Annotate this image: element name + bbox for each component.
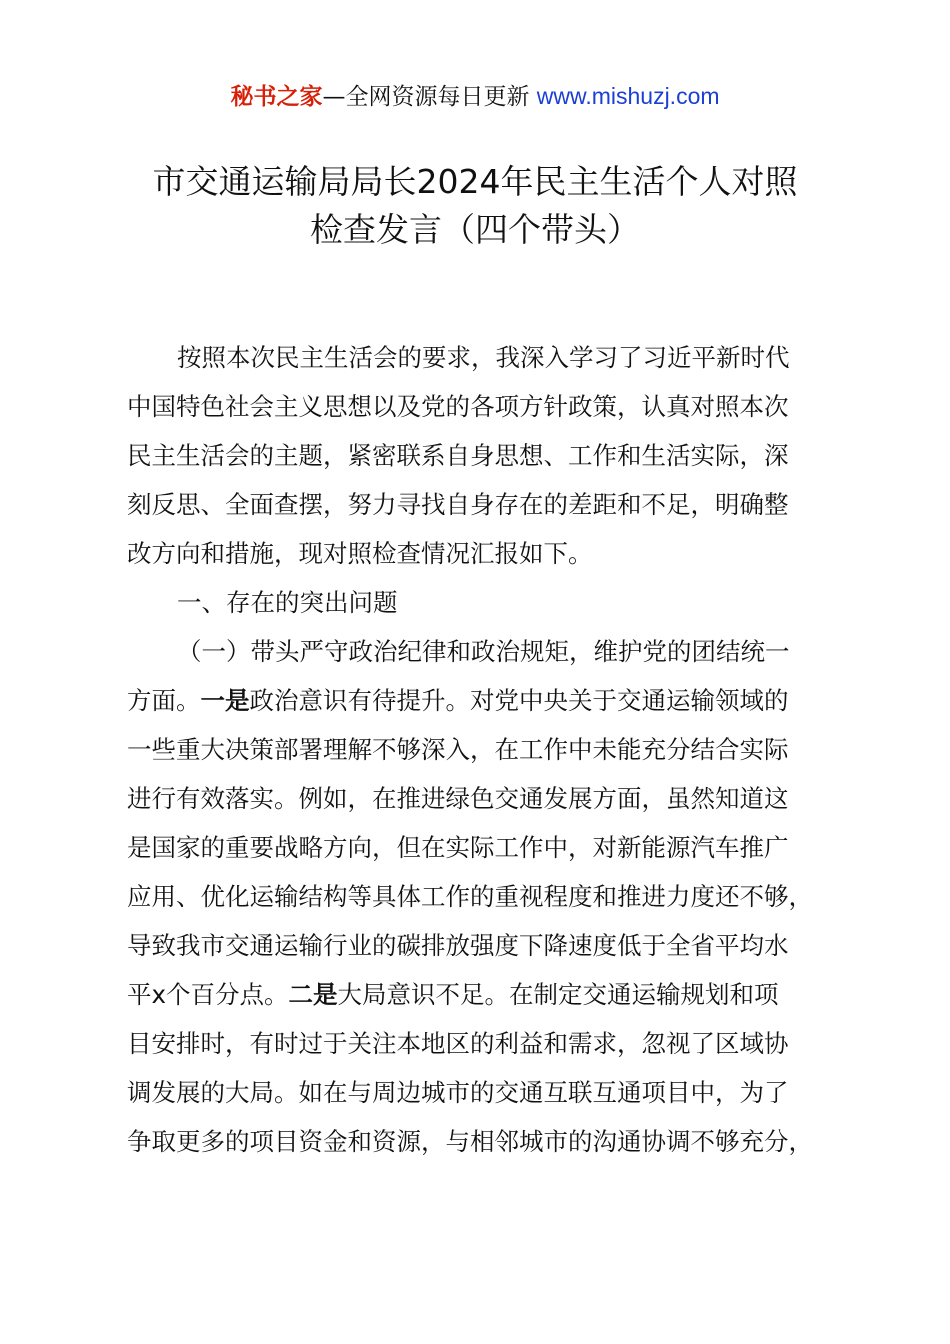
body-line: 争取更多的项目资金和资源，与相邻城市的沟通协调不够充分， xyxy=(127,1127,813,1156)
title-line-1: 市交通运输局局长2024年民主生活个人对照 xyxy=(152,162,798,201)
header-tagline: —全网资源每日更新 xyxy=(322,84,537,110)
body-line: 按照本次民主生活会的要求，我深入学习了习近平新时代 xyxy=(177,343,790,372)
body-line xyxy=(127,970,833,1019)
body-line: 调发展的大局。如在与周边城市的交通互联互通项目中，为了 xyxy=(127,1078,789,1107)
subsection-heading: （一）带头严守政治纪律和政治规矩，维护党的团结统一 xyxy=(177,637,790,666)
body-line xyxy=(127,676,833,725)
site-header xyxy=(0,80,950,113)
site-url-link[interactable]: www.mishuzj.com xyxy=(536,83,720,109)
text-run: 平x个百分点。 xyxy=(127,980,289,1009)
body-line: 是国家的重要战略方向，但在实际工作中，对新能源汽车推广 xyxy=(127,833,789,862)
document-body xyxy=(127,333,833,1166)
body-line: 一些重大决策部署理解不够深入，在工作中未能充分结合实际 xyxy=(127,735,789,764)
section-heading: 一、存在的突出问题 xyxy=(177,588,398,617)
bold-marker: 二是 xyxy=(288,980,338,1009)
body-line: 进行有效落实。例如，在推进绿色交通发展方面，虽然知道这 xyxy=(127,784,789,813)
body-line: 中国特色社会主义思想以及党的各项方针政策，认真对照本次 xyxy=(127,392,789,421)
body-line: 应用、优化运输结构等具体工作的重视程度和推进力度还不够， xyxy=(127,882,813,911)
body-line: 民主生活会的主题，紧密联系自身思想、工作和生活实际，深 xyxy=(127,441,789,470)
body-line: 刻反思、全面查摆，努力寻找自身存在的差距和不足，明确整 xyxy=(127,490,789,519)
body-line: 导致我市交通运输行业的碳排放强度下降速度低于全省平均水 xyxy=(127,931,789,960)
text-run: 大局意识不足。在制定交通运输规划和项 xyxy=(337,980,779,1009)
brand-name: 秘书之家 xyxy=(230,84,323,110)
document-title xyxy=(100,158,850,254)
text-run: 方面。 xyxy=(127,686,201,715)
text-run: 政治意识有待提升。对党中央关于交通运输领域的 xyxy=(249,686,789,715)
bold-marker: 一是 xyxy=(200,686,250,715)
body-line: 目安排时，有时过于关注本地区的利益和需求，忽视了区域协 xyxy=(127,1029,789,1058)
body-line: 改方向和措施，现对照检查情况汇报如下。 xyxy=(127,539,593,568)
title-line-2: 检查发言（四个带头） xyxy=(310,210,640,249)
